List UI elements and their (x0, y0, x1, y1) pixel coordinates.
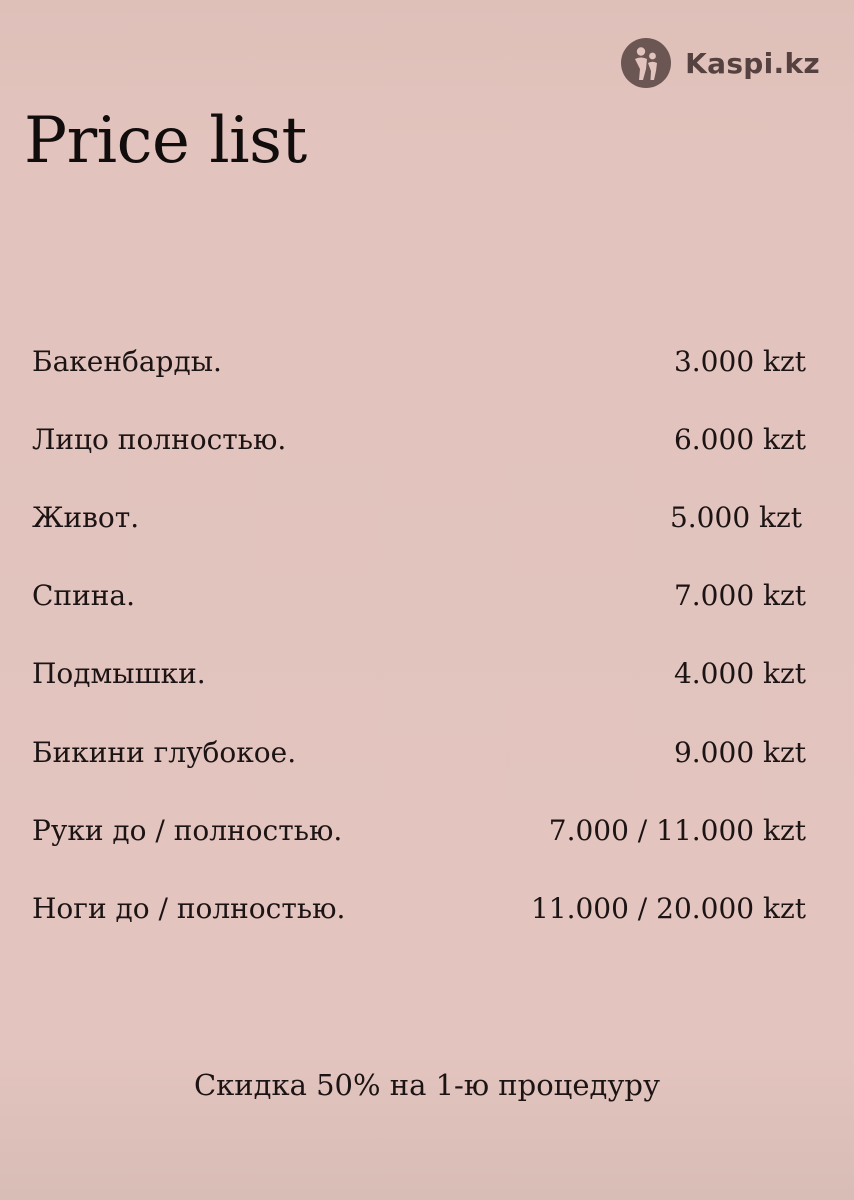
service-name: Спина. (32, 579, 136, 613)
price-row-legs (32, 869, 806, 947)
service-price: 6.000 kzt (673, 422, 806, 456)
service-price: 3.000 kzt (673, 344, 806, 378)
price-row-belly (32, 478, 806, 556)
brand-header (621, 38, 820, 88)
price-row-arms (32, 791, 806, 869)
service-price: 5.000 kzt (669, 500, 802, 534)
service-price: 7.000 / 11.000 kzt (548, 813, 806, 847)
service-price: 11.000 / 20.000 kzt (530, 891, 806, 925)
brand-name: Kaspi.kz (685, 46, 820, 80)
price-row-underarms (32, 635, 806, 713)
price-row-back (32, 557, 806, 635)
service-name: Бакенбарды. (32, 344, 222, 378)
price-row-sideburns (32, 322, 806, 400)
discount-note: Скидка 50% на 1-ю процедуру (193, 1068, 661, 1102)
service-price: 9.000 kzt (673, 735, 806, 769)
service-name: Бикини глубокое. (32, 735, 297, 769)
price-list (32, 322, 806, 948)
price-row-deep-bikini (32, 713, 806, 791)
service-name: Лицо полностью. (32, 422, 287, 456)
service-name: Руки до / полностью. (32, 813, 343, 847)
service-name: Подмышки. (32, 657, 206, 691)
service-price: 4.000 kzt (673, 657, 806, 691)
page-title: Price list (24, 104, 307, 178)
service-name: Живот. (32, 500, 140, 534)
service-price: 7.000 kzt (673, 579, 806, 613)
kaspi-logo-icon (621, 38, 671, 88)
price-row-full-face (32, 400, 806, 478)
service-name: Ноги до / полностью. (32, 891, 346, 925)
